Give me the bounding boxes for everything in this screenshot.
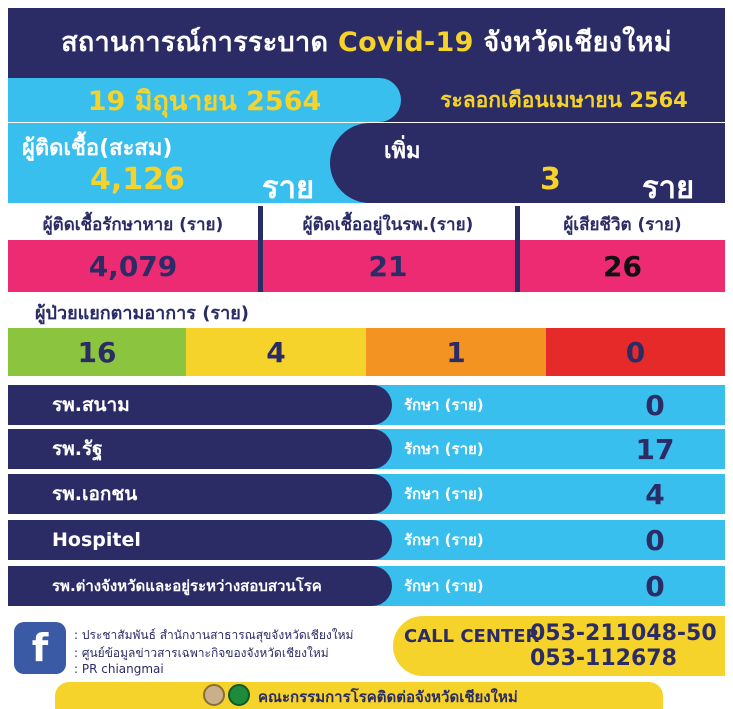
hospital-sub-label: รักษา (ราย) [404, 531, 484, 549]
new-cases-value: 3 [540, 162, 561, 197]
symptom-level-orange: 1 [366, 328, 546, 376]
cumulative-label: ผู้ติดเชื้อ(สะสม) [22, 136, 173, 161]
facebook-line: : PR chiangmai [74, 662, 164, 676]
new-cases-label: เพิ่ม [384, 139, 421, 164]
hospital-value: 4 [645, 477, 665, 511]
hospital-sub-label: รักษา (ราย) [404, 577, 484, 595]
hospital-value: 0 [645, 523, 665, 557]
recovered-label: ผู้ติดเชื้อรักษาหาย (ราย) [42, 214, 224, 235]
deaths-value: 26 [603, 249, 642, 283]
symptoms-title: ผู้ป่วยแยกตามอาการ (ราย) [35, 303, 249, 324]
symptom-level-yellow: 4 [186, 328, 366, 376]
deaths-label: ผู้เสียชีวิต (ราย) [563, 214, 682, 235]
new-cases-unit: ราย [642, 170, 695, 206]
hospital-sub-label: รักษา (ราย) [404, 440, 484, 458]
facebook-line: : ประชาสัมพันธ์ สำนักงานสาธารณสุขจังหวัดเชียงใหม่ [74, 628, 354, 642]
hospital-name: รพ.สนาม [52, 394, 130, 416]
hospitalized-value: 21 [368, 249, 408, 283]
column-divider [258, 206, 263, 292]
hospital-value: 17 [635, 432, 675, 466]
hospitalized-label: ผู้ติดเชื้ออยู่ในรพ.(ราย) [302, 214, 474, 235]
symptom-level-red: 0 [546, 328, 725, 376]
wave-label: ระลอกเดือนเมษายน 2564 [440, 87, 688, 112]
health-office-seal-icon [228, 684, 250, 706]
recovered-value: 4,079 [88, 249, 178, 283]
committee-name: คณะกรรมการโรคติดต่อจังหวัดเชียงใหม่ [258, 688, 518, 706]
cumulative-unit: ราย [262, 170, 315, 206]
column-divider [515, 206, 520, 292]
hospital-sub-label: รักษา (ราย) [404, 396, 484, 414]
page-title: สถานการณ์การระบาด Covid-19 จังหวัดเชียงใหม่ [61, 27, 672, 58]
report-date: 19 มิถุนายน 2564 [87, 85, 322, 117]
hospital-sub-label: รักษา (ราย) [404, 485, 484, 503]
facebook-glyph: f [31, 626, 49, 670]
symptom-level-green: 16 [8, 328, 186, 376]
call-center-label: CALL CENTER [404, 626, 540, 647]
hospital-name: รพ.เอกชน [52, 483, 138, 505]
hospital-name: รพ.รัฐ [52, 438, 103, 460]
hospital-value: 0 [645, 388, 665, 422]
hospital-name: Hospitel [52, 529, 141, 551]
call-center-number[interactable]: 053-211048-50 [530, 621, 717, 646]
cumulative-value: 4,126 [90, 162, 185, 197]
call-center-number[interactable]: 053-112678 [530, 646, 677, 671]
facebook-line: : ศูนย์ข้อมูลข่าวสารเฉพาะกิจของจังหวัดเชียงใหม่ [74, 646, 329, 660]
hospital-value: 0 [645, 569, 665, 603]
provincial-seal-icon [203, 684, 225, 706]
hospital-name: รพ.ต่างจังหวัดและอยู่ระหว่างสอบสวนโรค [52, 577, 322, 595]
